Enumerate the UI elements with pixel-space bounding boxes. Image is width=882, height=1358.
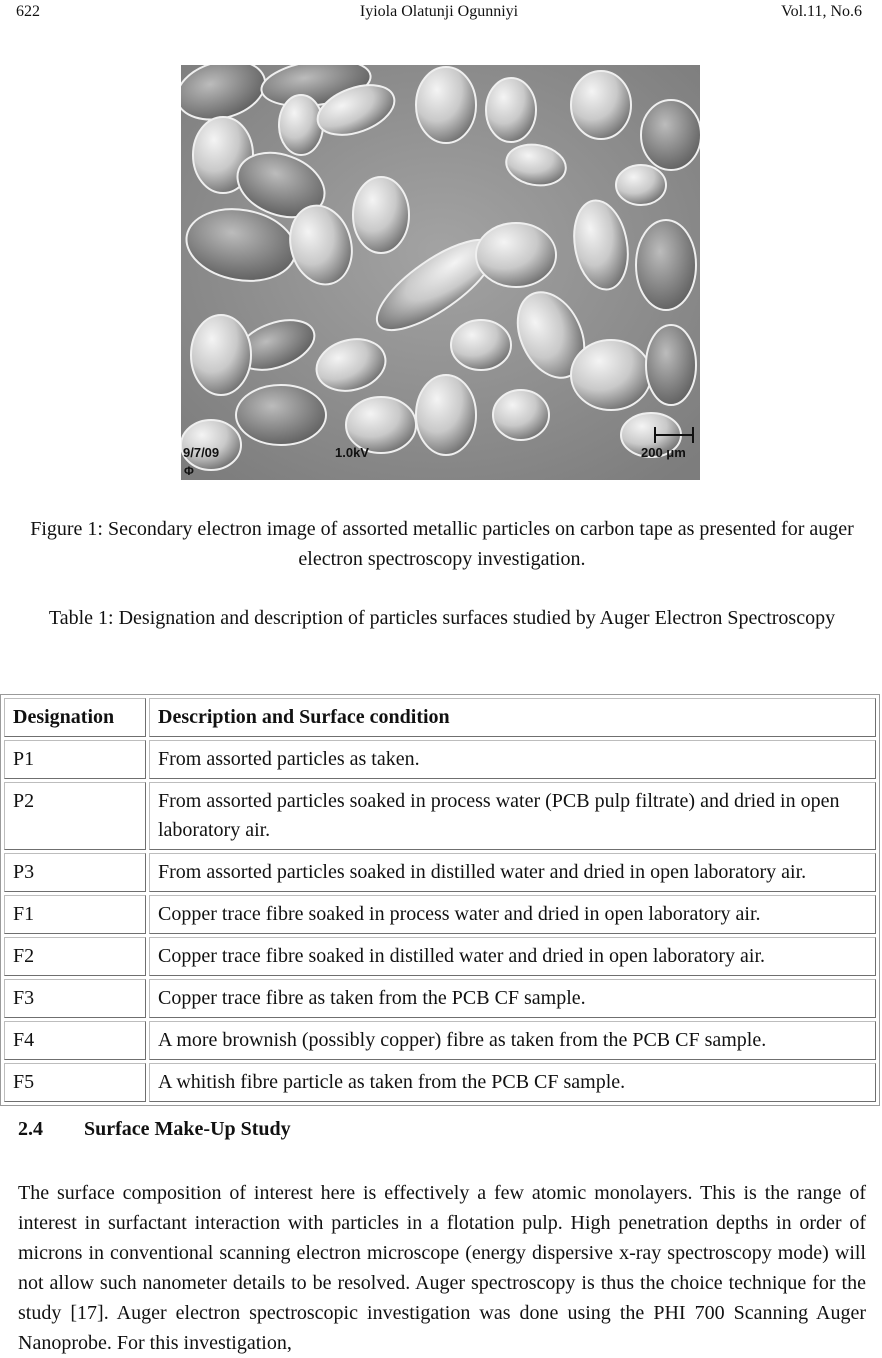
designation-cell: F2 (4, 937, 146, 976)
description-cell: From assorted particles soaked in distilled water and dried in open laboratory air. (149, 853, 876, 892)
designation-cell: F5 (4, 1063, 146, 1102)
micrograph-voltage: 1.0kV (335, 445, 369, 460)
table-row (4, 1063, 876, 1102)
table-row (4, 937, 876, 976)
body-paragraph: The surface composition of interest here is effectively a few atomic monolayers. This is the range of interest in surfactant interaction with particles in a flotation pulp. High penetration depths in order of microns in conventional scanning electron microscope (energy dispersive x-ray spectroscopy mode) will not allow such nanometer details to be resolved. Auger spectroscopy is thus the choice technique for the study [17]. Auger electron spectroscopic investigation was done using the PHI 700 Scanning Auger Nanoprobe. For this investigation, (18, 1182, 866, 1354)
description-cell: Copper trace fibre soaked in distilled water and dried in open laboratory air. (149, 937, 876, 976)
running-header (16, 3, 862, 25)
table-row (4, 895, 876, 934)
designation-cell: F1 (4, 895, 146, 934)
micrograph-scale-label: 200 μm (641, 445, 686, 460)
table-row (4, 1021, 876, 1060)
micrograph-date: 9/7/09 (183, 445, 220, 460)
description-cell: From assorted particles soaked in process water (PCB pulp filtrate) and dried in open laboratory air. (149, 782, 876, 850)
journal-volume: Vol.11, No.6 (781, 3, 862, 20)
designation-cell: P2 (4, 782, 146, 850)
header-description: Description and Surface condition (149, 698, 876, 737)
description-cell: A whitish fibre particle as taken from the PCB CF sample. (149, 1063, 876, 1102)
table-row (4, 740, 876, 779)
description-cell: Copper trace fibre soaked in process water and dried in open laboratory air. (149, 895, 876, 934)
designation-cell: P3 (4, 853, 146, 892)
table-header-row (4, 698, 876, 737)
sem-micrograph (181, 65, 700, 480)
designation-cell: F3 (4, 979, 146, 1018)
table-row (4, 979, 876, 1018)
section-number: 2.4 (18, 1118, 43, 1140)
designation-cell: P1 (4, 740, 146, 779)
page-number: 622 (16, 3, 40, 20)
header-designation: Designation (4, 698, 146, 737)
running-author: Iyiola Olatunji Ogunniyi (359, 3, 519, 20)
table-caption: Table 1: Designation and description of particles surfaces studied by Auger Electron Spectroscopy (48, 607, 836, 629)
designation-table (0, 694, 880, 1106)
micrograph-logo: Φ (184, 464, 194, 478)
designation-cell: F4 (4, 1021, 146, 1060)
description-cell: From assorted particles as taken. (149, 740, 876, 779)
description-cell: Copper trace fibre as taken from the PCB CF sample. (149, 979, 876, 1018)
figure-caption: Figure 1: Secondary electron image of assorted metallic particles on carbon tape as presented for auger electron spectroscopy investigation. (30, 518, 854, 570)
description-cell: A more brownish (possibly copper) fibre as taken from the PCB CF sample. (149, 1021, 876, 1060)
section-title: Surface Make-Up Study (84, 1118, 291, 1140)
section-heading (18, 1118, 291, 1141)
table-row (4, 782, 876, 850)
sem-particles-image (181, 65, 700, 480)
table-row (4, 853, 876, 892)
